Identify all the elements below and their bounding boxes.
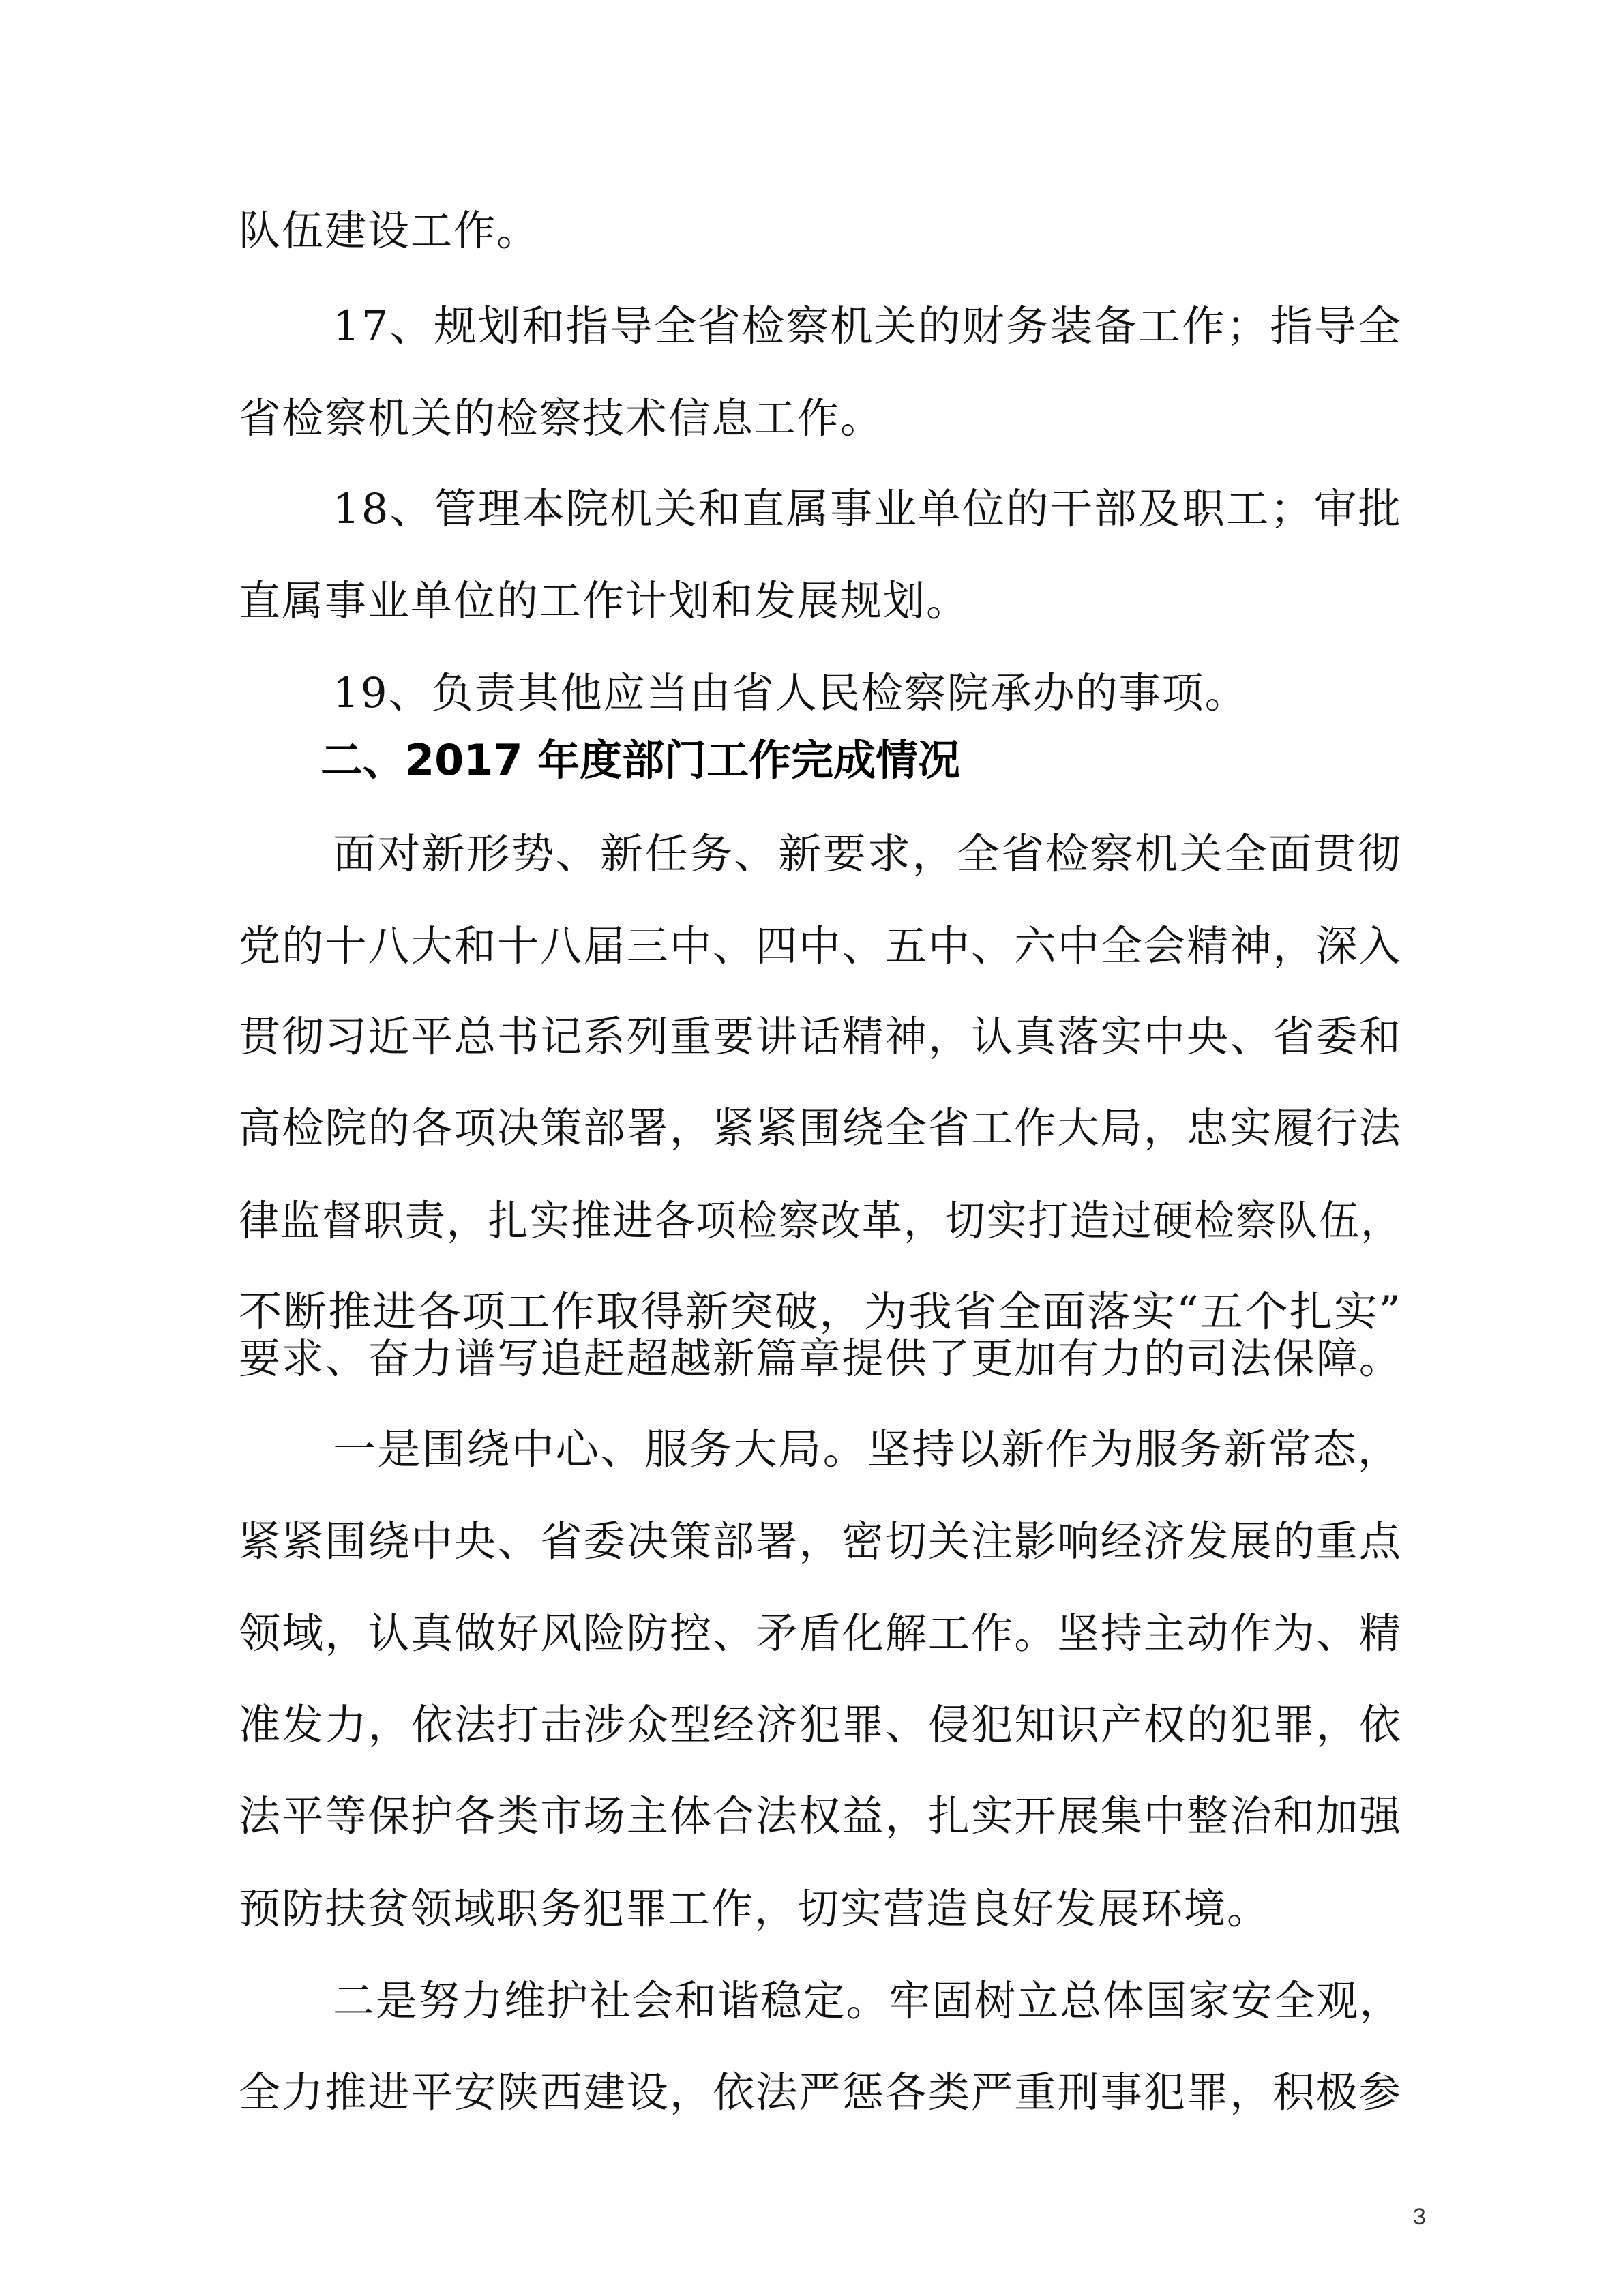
page-number: 3 (1413, 2204, 1426, 2230)
text-line: 紧紧围绕中央、省委决策部署，密切关注影响经济发展的重点 (239, 1517, 1402, 1566)
text-line: 二是努力维护社会和谐稳定。牢固树立总体国家安全观， (333, 1977, 1402, 2025)
text-line: 准发力，依法打击涉众型经济犯罪、侵犯知识产权的犯罪，依 (239, 1701, 1402, 1749)
text-line: 一是围绕中心、服务大局。坚持以新作为服务新常态， (333, 1425, 1402, 1474)
text-line: 19、负责其他应当由省人民检察院承办的事项。 (333, 669, 1248, 717)
text-line: 高检院的各项决策部署，紧紧围绕全省工作大局，忠实履行法 (239, 1104, 1402, 1152)
text-line: 律监督职责，扎实推进各项检察改革，切实打造过硬检察队伍， (239, 1197, 1402, 1245)
text-line: 贯彻习近平总书记系列重要讲话精神，认真落实中央、省委和 (239, 1013, 1402, 1061)
text-line: 领域，认真做好风险防控、矛盾化解工作。坚持主动作为、精 (239, 1609, 1402, 1658)
text-line: 队伍建设工作。 (239, 207, 540, 255)
text-line: 全力推进平安陕西建设，依法严惩各类严重刑事犯罪，积极参 (239, 2068, 1402, 2117)
text-line: 17、规划和指导全省检察机关的财务装备工作；指导全 (333, 302, 1402, 351)
text-line: 要求、奋力谱写追赶超越新篇章提供了更加有力的司法保障。 (239, 1335, 1402, 1383)
text-line: 党的十八大和十八届三中、四中、五中、六中全会精神，深入 (239, 922, 1402, 970)
text-line: 法平等保护各类市场主体合法权益，扎实开展集中整治和加强 (239, 1792, 1402, 1840)
text-line: 18、管理本院机关和直属事业单位的干部及职工；审批 (333, 485, 1402, 533)
section-heading: 二、2017 年度部门工作完成情况 (321, 735, 961, 785)
text-line: 直属事业单位的工作计划和发展规划。 (239, 577, 970, 625)
text-line: 面对新形势、新任务、新要求，全省检察机关全面贯彻 (333, 830, 1402, 878)
text-line: 省检察机关的检察技术信息工作。 (239, 394, 884, 443)
text-line: 预防扶贫领域职务犯罪工作，切实营造良好发展环境。 (239, 1885, 1270, 1933)
text-line: 不断推进各项工作取得新突破，为我省全面落实“五个扎实” (239, 1287, 1403, 1336)
